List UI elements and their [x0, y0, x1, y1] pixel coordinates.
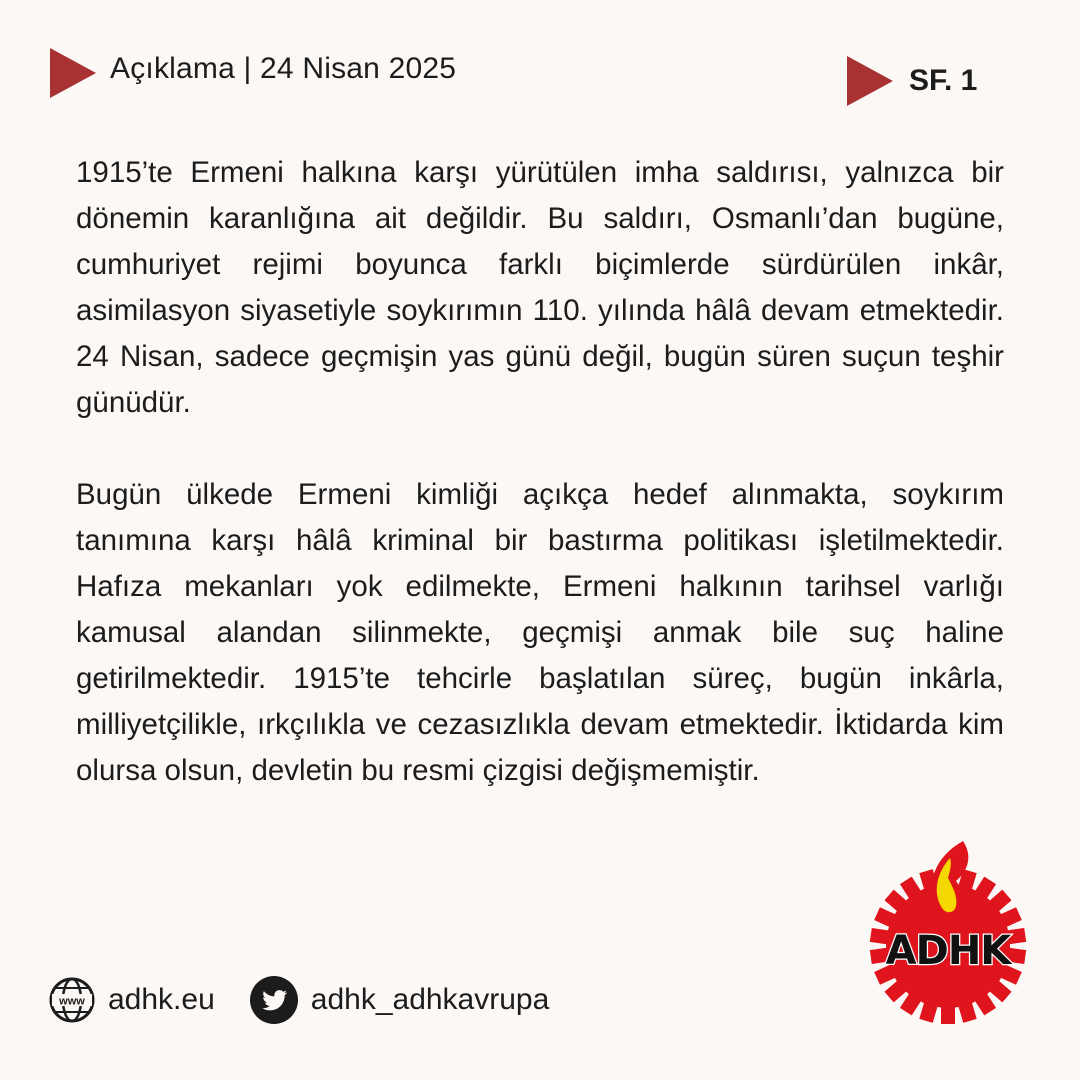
- gear-flame-logo-icon: [868, 836, 1028, 1031]
- header-left: [50, 48, 456, 98]
- statement-body: [76, 150, 1004, 840]
- twitter-handle: adhk_adhkavrupa: [310, 983, 550, 1016]
- globe-www-icon: [48, 976, 96, 1024]
- website-label: adhk.eu: [108, 983, 215, 1016]
- twitter-link[interactable]: [249, 975, 550, 1025]
- play-triangle-icon: [847, 56, 893, 106]
- website-link[interactable]: [48, 976, 215, 1024]
- twitter-bird-icon: [249, 975, 299, 1025]
- header-label: Açıklama | 24 Nisan 2025: [110, 52, 457, 85]
- paragraph: Bugün ülkede Ermeni kimliği açıkça hedef alınmakta, soykırım tanımına karşı hâlâ kriminal bir bastırma politikası işletilmektedir. Hafıza mekanları yok edilmekte, Ermeni halkının tarihsel varlığı kamusal alandan silinmekte, geçmişi anmak bile suç haline getirilmektedir. 1915’te tehcirle başlatılan süreç, bugün inkârla, milliyetçilikle, ırkçılıkla ve cezasızlıkla devam etmektedir. İktidarda kim olursa olsun, devletin bu resmi çizgisi değişmemiştir.: [76, 478, 1004, 787]
- header-right: [847, 56, 977, 106]
- svg-text:ADHK: ADHK: [885, 928, 1011, 974]
- paragraph: 1915’te Ermeni halkına karşı yürütülen imha saldırısı, yalnızca bir dönemin karanlığına ait değildir. Bu saldırı, Osmanlı’dan bugüne, cumhuriyet rejimi boyunca farklı biçimlerde sürdürülen inkâr, asimilasyon siyasetiyle soykırımın 110. yılında hâlâ devam etmektedir. 24 Nisan, sadece geçmişin yas günü değil, bugün süren suçun teşhir günüdür.: [76, 156, 1004, 419]
- play-triangle-icon: [50, 48, 96, 98]
- adhk-logo: [868, 836, 1028, 1036]
- footer: [48, 975, 583, 1025]
- gear-tooth: [941, 1002, 955, 1024]
- svg-text:www: www: [59, 995, 85, 1008]
- page-number: SF. 1: [909, 64, 978, 97]
